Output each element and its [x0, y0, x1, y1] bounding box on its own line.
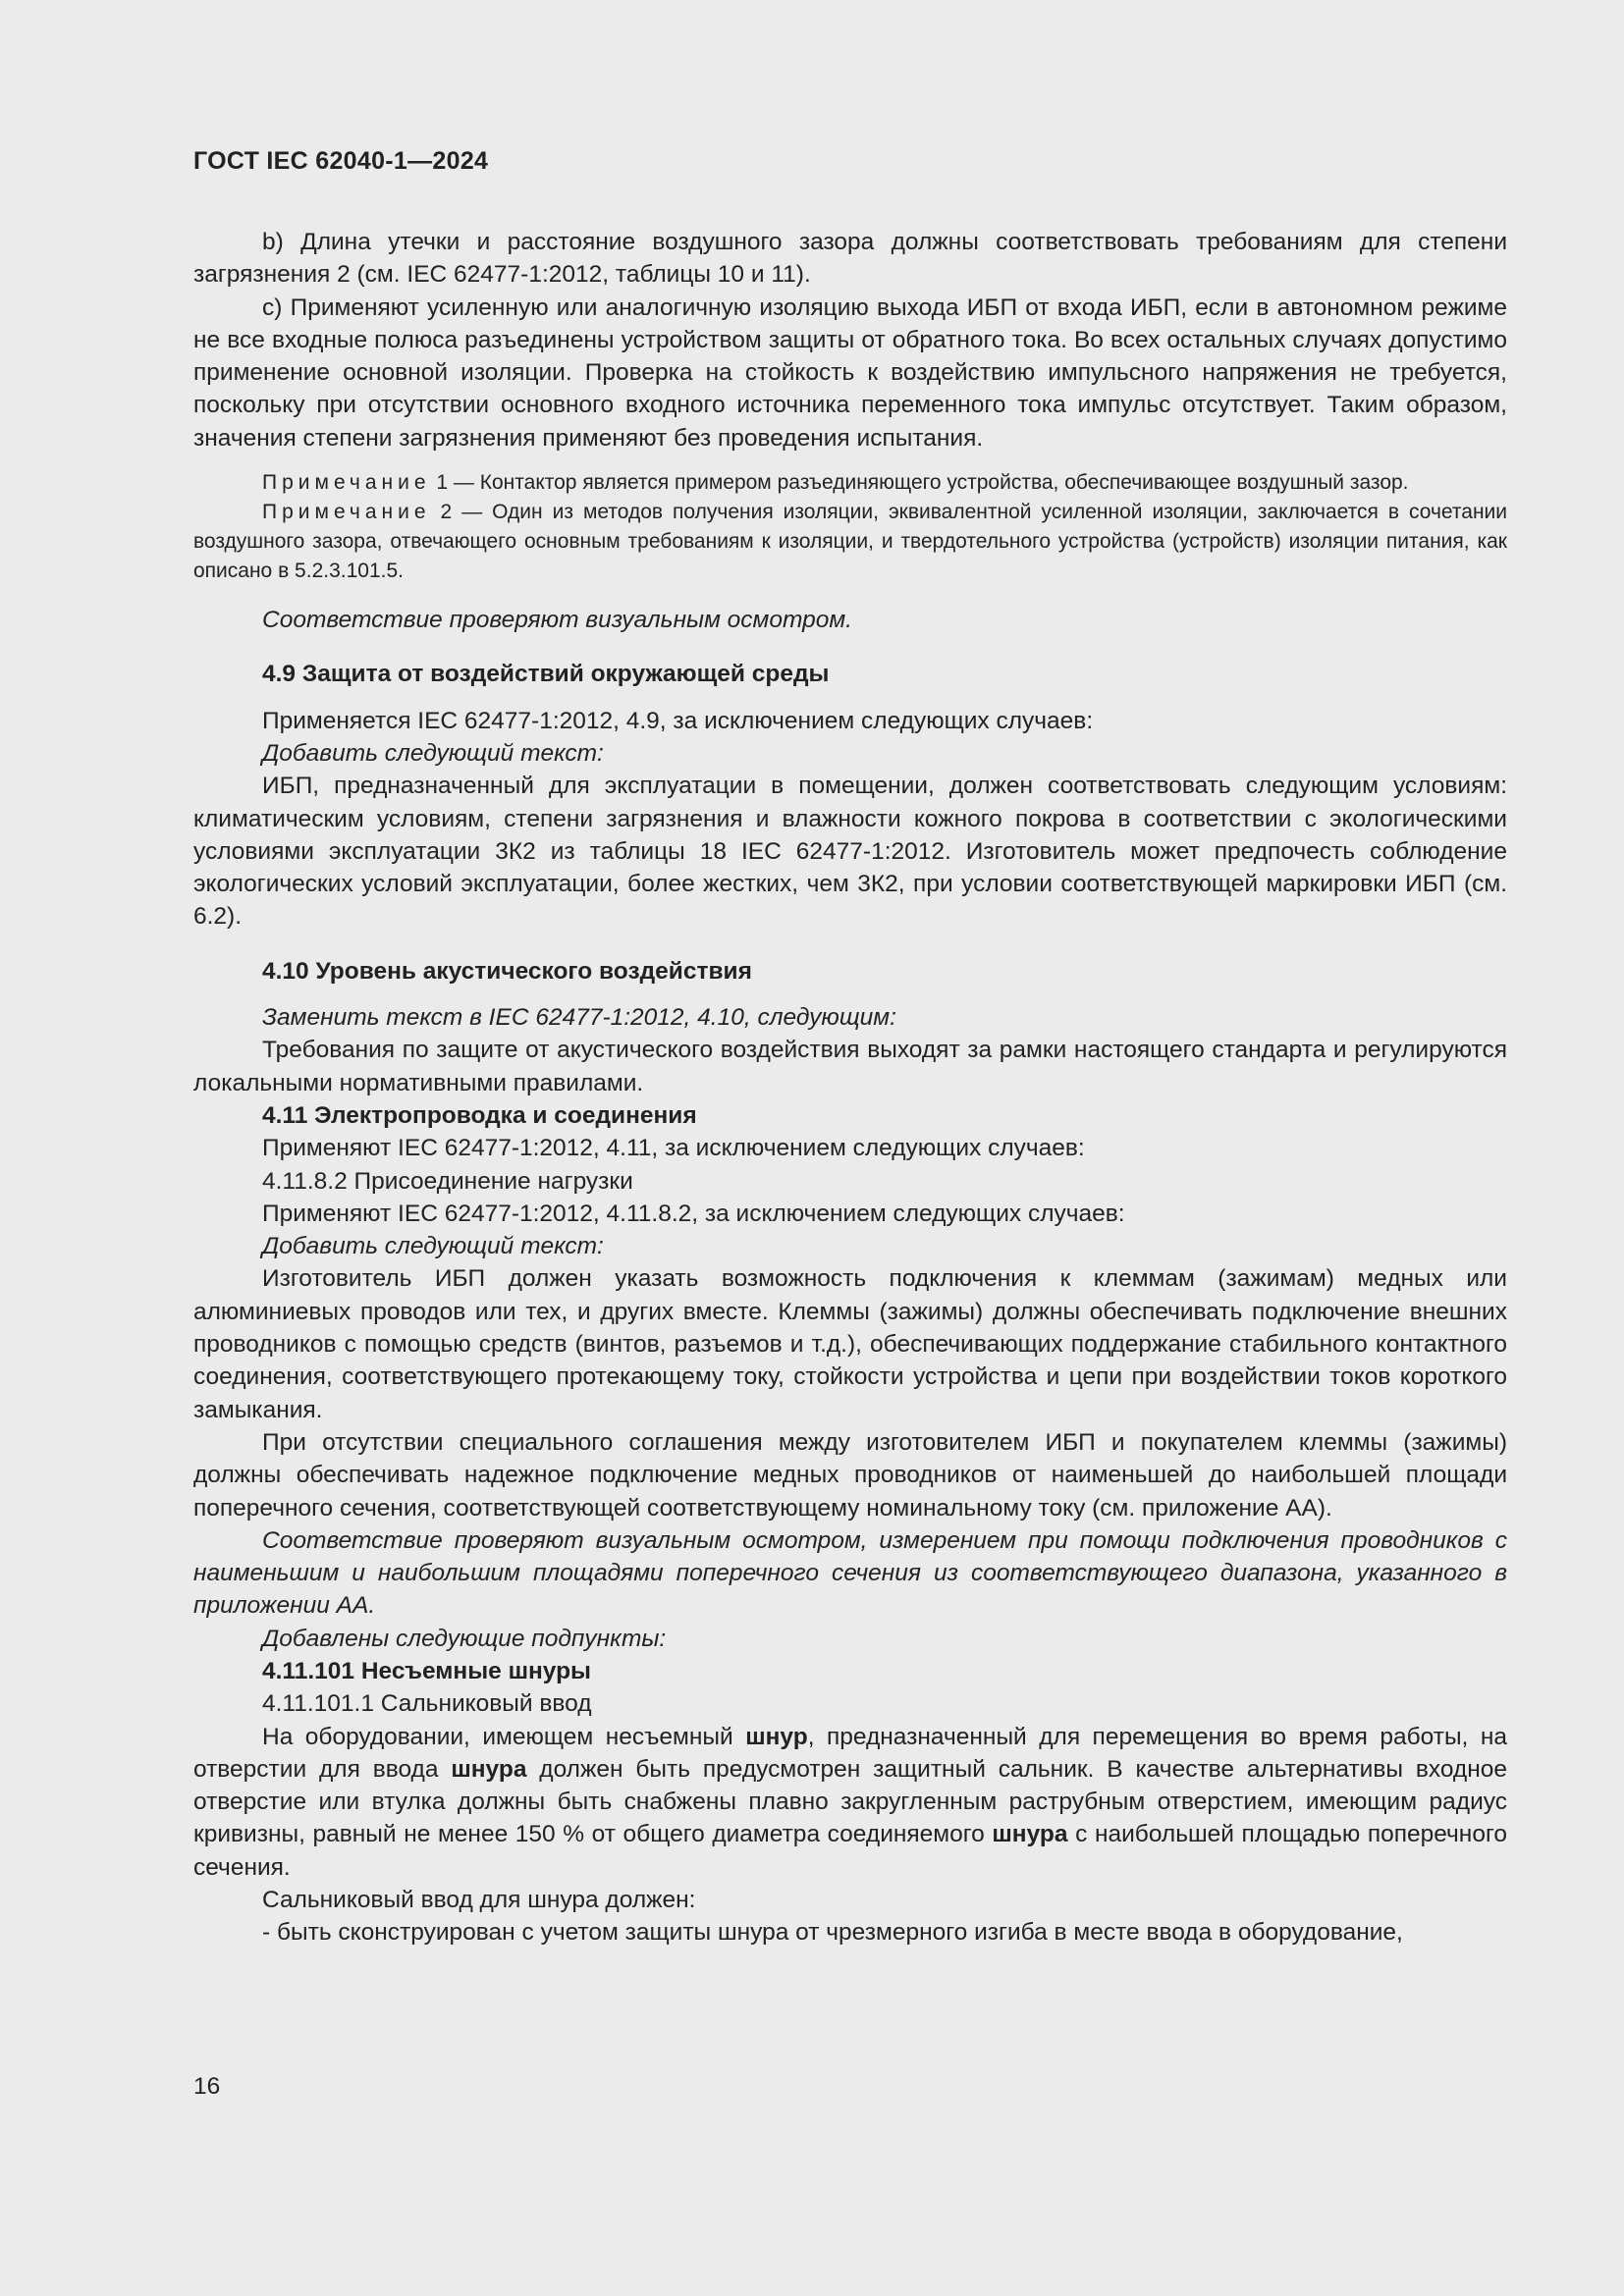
paragraph-4-11-b: 4.11.8.2 Присоединение нагрузки [262, 1167, 633, 1195]
paragraph-4-9-b: Добавить следующий текст: [262, 739, 604, 767]
note-2 [193, 498, 1507, 586]
cord-term-2: шнура [451, 1755, 527, 1783]
document-header: ГОСТ IEC 62040-1—2024 [193, 147, 489, 175]
page-number: 16 [193, 2073, 221, 2100]
section-heading-4-9: 4.9 Защита от воздействий окружающей среды [262, 661, 830, 688]
note-1 [193, 468, 1507, 498]
note-2-text: 2 — Один из методов получения изоляции, эквивалентной усиленной изоляции, заключается в сочетании воздушного зазора, отвечающего основным требованиям к изоляции, и твердотельного устройства (устройств) изоляции питания, как описано в 5.2.3.101.5. [193, 501, 1507, 583]
cord-term-1: шнур [745, 1723, 808, 1750]
cord-text-1: На оборудовании, имеющем несъемный [262, 1723, 746, 1750]
compliance-check-1: Соответствие проверяют визуальным осмотром. [262, 607, 852, 634]
paragraph-cord-gland [193, 1721, 1507, 1884]
note-2-label: Примечание [262, 501, 431, 524]
paragraph-4-11-g: Соответствие проверяют визуальным осмотром, измерением при помощи подключения проводников с наименьшим и наибольшим площадями поперечного сечения из соответствующего диапазона, указанного в приложении АА. [193, 1526, 1507, 1620]
paragraph-4-10-a: Заменить текст в IEC 62477-1:2012, 4.10, следующим: [262, 1004, 896, 1032]
paragraph-gland-item: - быть сконструирован с учетом защиты шнура от чрезмерного изгиба в месте ввода в оборудование, [262, 1919, 1403, 1947]
cord-text-4: с наибольшей площадью поперечного сечения. [193, 1821, 1507, 1881]
paragraph-4-11-a: Применяют IEC 62477-1:2012, 4.11, за исключением следующих случаев: [262, 1135, 1085, 1162]
paragraph-4-9-c: ИБП, предназначенный для эксплуатации в помещении, должен соответствовать следующим условиям: климатическим условиям, степени загрязнения и влажности кожного покрова в соответствии с экологическими условиями эксплуатации 3К2 из таблицы 18 IEC 62477-1:2012. Изготовитель может предпочесть соблюдение экологических условий эксплуатации, более жестких, чем 3К2, при условии соответствующей маркировки ИБП (см. 6.2). [193, 773, 1507, 931]
paragraph-c: c) Применяют усиленную или аналогичную изоляцию выхода ИБП от входа ИБП, если в автономном режиме не все входные полюса разъединены устройством защиты от обратного тока. Во всех остальных случаях допустимо применение основной изоляции. Проверка на стойкость к воздействию импульсного напряжения не требуется, поскольку при отсутствии основного входного источника переменного тока импульс отсутствует. Таким образом, значения степени загрязнения применяют без проведения испытания. [193, 294, 1507, 452]
cord-text-3: должен быть предусмотрен защитный сальник. В качестве альтернативы входное отверстие или втулка должны быть снабжены плавно закругленным раструбным отверстием, имеющим радиус кривизны, равный не менее 150 % от общего диаметра соединяемого [193, 1755, 1507, 1848]
document-body [193, 226, 1507, 1949]
cord-term-3: шнура [992, 1821, 1068, 1848]
paragraph-b: b) Длина утечки и расстояние воздушного зазора должны соответствовать требованиям для степени загрязнения 2 (см. IEC 62477-1:2012, таблицы 10 и 11). [193, 229, 1507, 289]
paragraph-4-11-c: Применяют IEC 62477-1:2012, 4.11.8.2, за исключением следующих случаев: [262, 1200, 1125, 1227]
section-heading-4-10: 4.10 Уровень акустического воздействия [262, 957, 752, 985]
paragraph-4-11-h: Добавлены следующие подпункты: [262, 1625, 667, 1652]
note-1-text: 1 — Контактор является примером разъединяющего устройства, обеспечивающее воздушный зазор. [430, 471, 1409, 495]
paragraph-4-11-101-1: 4.11.101.1 Сальниковый ввод [262, 1690, 592, 1718]
note-1-label: Примечание [262, 471, 431, 495]
paragraph-gland-requirements: Сальниковый ввод для шнура должен: [262, 1887, 696, 1914]
section-heading-4-11: 4.11 Электропроводка и соединения [262, 1101, 697, 1129]
paragraph-4-10-b: Требования по защите от акустического воздействия выходят за рамки настоящего стандарта и регулируются локальными нормативными правилами. [193, 1037, 1507, 1096]
cord-text-2: , предназначенный для перемещения во время работы, на отверстии для ввода [193, 1723, 1507, 1783]
paragraph-4-11-e: Изготовитель ИБП должен указать возможность подключения к клеммам (зажимам) медных или алюминиевых проводов или тех, и других вместе. Клеммы (зажимы) должны обеспечивать подключение внешних проводников с помощью средств (винтов, разъемов и т.д.), обеспечивающих поддержание стабильного контактного соединения, соответствующего протекающему току, стойкости устройства и цепи при воздействии токов короткого замыкания. [193, 1265, 1507, 1423]
section-heading-4-11-101: 4.11.101 Несъемные шнуры [262, 1657, 591, 1684]
paragraph-4-11-f: При отсутствии специального соглашения между изготовителем ИБП и покупателем клеммы (зажимы) должны обеспечивать надежное подключение медных проводников от наименьшей до наибольшей площади поперечного сечения, соответствующей соответствующему номинальному току (см. приложение АА). [193, 1428, 1507, 1522]
paragraph-4-9-a: Применяется IEC 62477-1:2012, 4.9, за исключением следующих случаев: [262, 707, 1094, 734]
paragraph-4-11-d: Добавить следующий текст: [262, 1233, 604, 1260]
